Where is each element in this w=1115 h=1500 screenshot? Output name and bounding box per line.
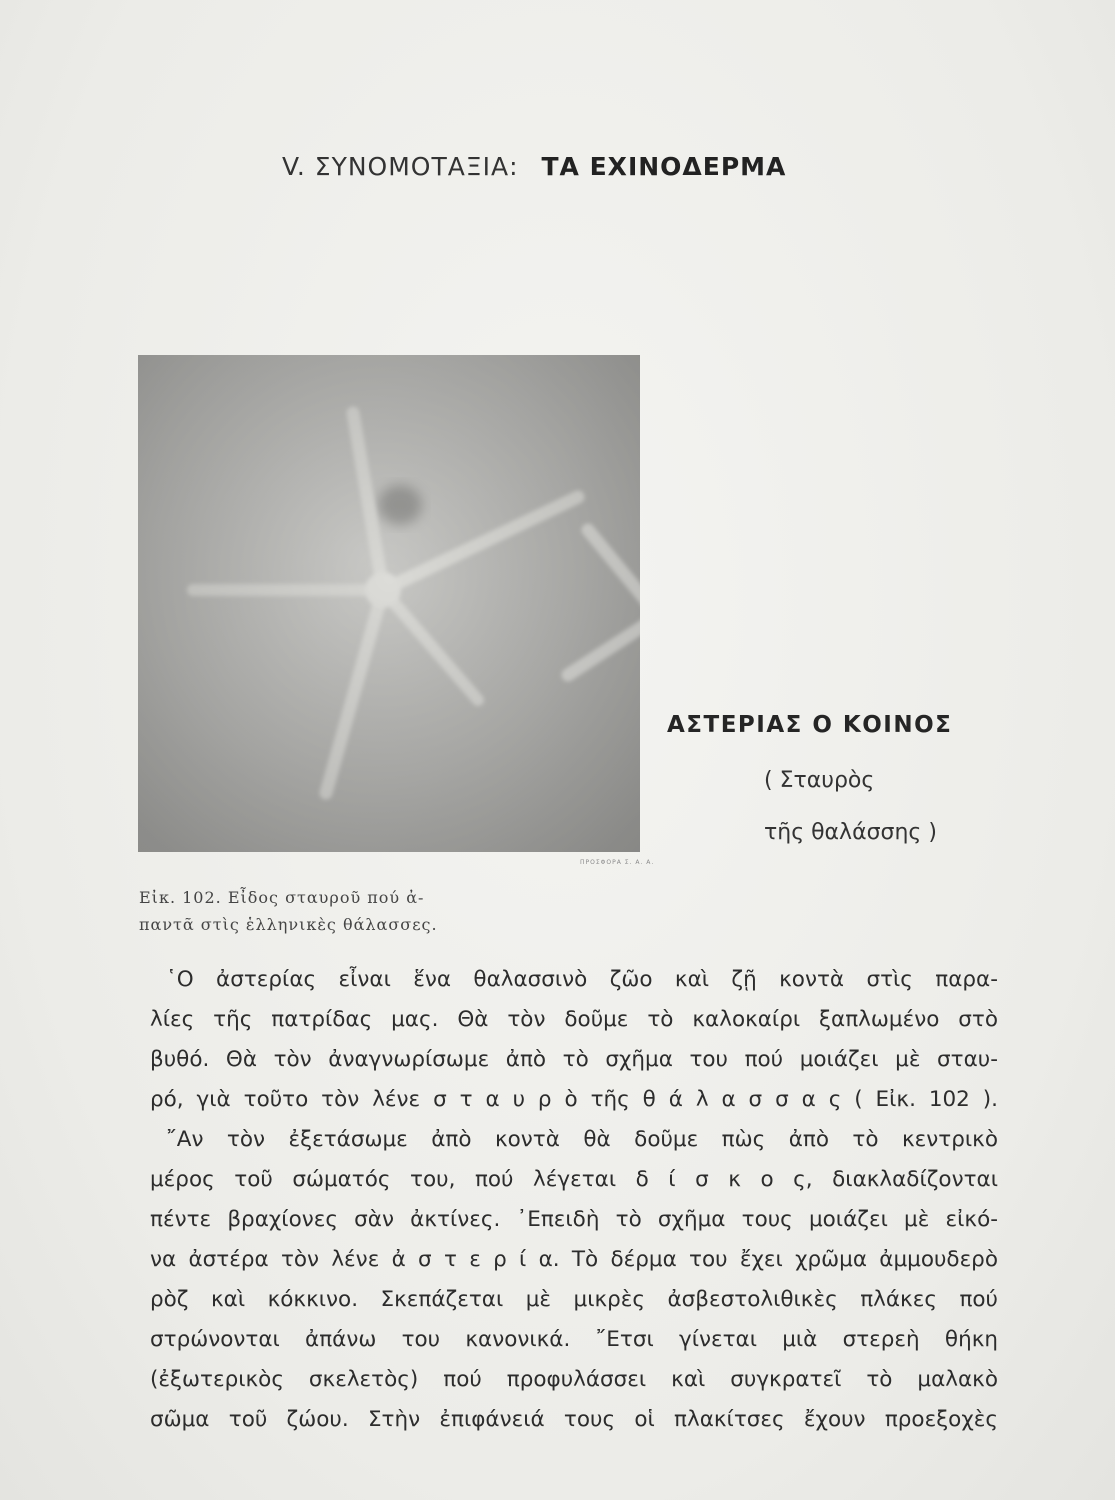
caption-line: παντᾶ στὶς ἑλληνικὲς θάλασσες. (139, 915, 438, 934)
species-title: ΑΣΤΕΡΙΑΣ Ο ΚΟΙΝΟΣ (667, 712, 953, 738)
species-subtitle: τῆς θαλάσσης ) (764, 820, 937, 845)
starfish-illustration (138, 355, 640, 852)
body-text (150, 960, 998, 1440)
text-line: να ἀστέρα τὸν λένε ἀ σ τ ε ρ ί α. Τὸ δέρμα του ἔχει χρῶμα ἀμμουδερὸ (150, 1247, 998, 1272)
caption-line: Εἰκ. 102. Εἶδος σταυροῦ πού ἀ- (139, 888, 425, 907)
text-line: στρώνονται ἀπάνω του κανονικά. ῎Ετσι γίνεται μιὰ στερεὴ θήκη (150, 1327, 998, 1352)
figure-caption (139, 884, 509, 938)
chapter-title: ΤΑ ΕΧΙΝΟΔΕΡΜΑ (541, 152, 787, 181)
text-line: μέρος τοῦ σώματός του, πού λέγεται δ ί σ κ ο ς, διακλαδίζονται (150, 1167, 998, 1192)
photo-credit: ΠΡΟΣΦΟΡΑ Σ. Α. Α. (580, 859, 655, 866)
text-line: σῶμα τοῦ ζώου. Στὴν ἐπιφάνειά τους οἱ πλακίτσες ἔχουν προεξοχὲς (150, 1407, 998, 1432)
text-line: ῾Ο ἀστερίας εἶναι ἕνα θαλασσινὸ ζῶο καὶ ζῇ κοντὰ στὶς παρα- (166, 967, 998, 992)
species-subtitle: ( Σταυρὸς (764, 768, 875, 793)
text-line: βυθό. Θὰ τὸν ἀναγνωρίσωμε ἀπὸ τὸ σχῆμα του πού μοιάζει μὲ σταυ- (150, 1047, 998, 1072)
text-line: ῎Αν τὸν ἐξετάσωμε ἀπὸ κοντὰ θὰ δοῦμε πὼς ἀπὸ τὸ κεντρικὸ (166, 1127, 998, 1152)
text-line: πέντε βραχίονες σὰν ἀκτίνες. ᾿Επειδὴ τὸ σχῆμα τους μοιάζει μὲ εἰκό- (150, 1207, 998, 1232)
text-line: (ἐξωτερικὸς σκελετὸς) πού προφυλάσσει καὶ συγκρατεῖ τὸ μαλακὸ (150, 1367, 998, 1392)
text-line: λίες τῆς πατρίδας μας. Θὰ τὸν δοῦμε τὸ καλοκαίρι ξαπλωμένο στὸ (150, 1007, 998, 1032)
chapter-label: ΣΥΝΟΜΟΤΑΞΙΑ: (314, 152, 519, 181)
starfish-photo (138, 355, 640, 852)
text-line: ρό, γιὰ τοῦτο τὸν λένε σ τ α υ ρ ὸ τῆς θ ά λ α σ σ α ς ( Εἰκ. 102 ). (150, 1087, 998, 1112)
text-line: ρὸζ καὶ κόκκινο. Σκεπάζεται μὲ μικρὲς ἀσβεστολιθικὲς πλάκες πού (150, 1287, 998, 1312)
chapter-heading (282, 152, 786, 181)
chapter-number: V. (282, 152, 306, 181)
